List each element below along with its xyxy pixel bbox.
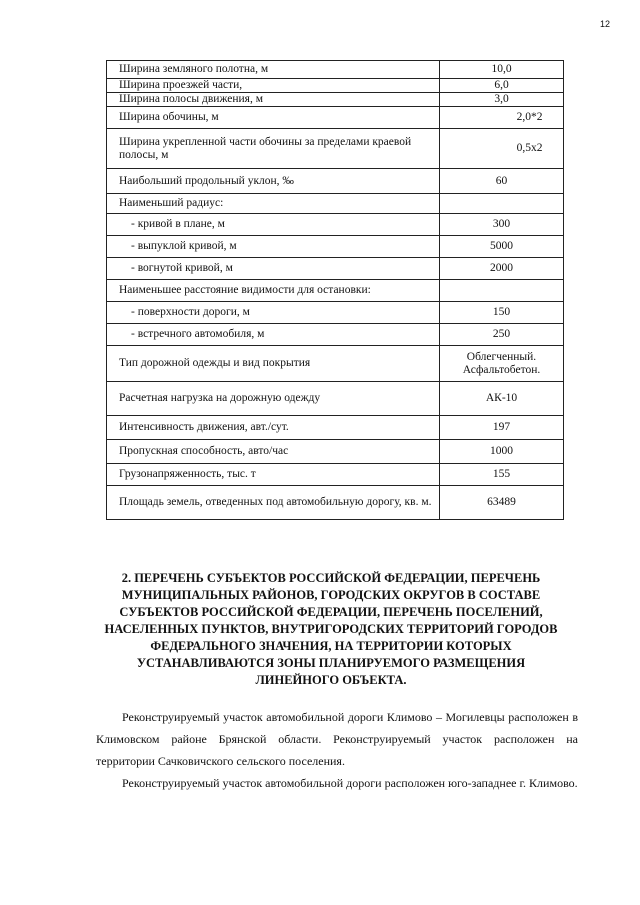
row-value: 5000 xyxy=(440,236,564,258)
row-label: Ширина земляного полотна, м xyxy=(107,61,440,79)
row-value xyxy=(440,194,564,214)
row-value: Облегченный. Асфальтобетон. xyxy=(440,346,564,382)
section-heading: 2. ПЕРЕЧЕНЬ СУБЪЕКТОВ РОССИЙСКОЙ ФЕДЕРАЦИИ, ПЕРЕЧЕНЬ МУНИЦИПАЛЬНЫХ РАЙОНОВ, ГОРОДСКИХ ОКРУГОВ В СОСТАВЕ СУБЪЕКТОВ РОССИЙСКОЙ ФЕДЕРАЦИИ, ПЕРЕЧЕНЬ ПОСЕЛЕНИЙ, НАСЕЛЕННЫХ ПУНКТОВ, ВНУТРИГОРОДСКИХ ТЕРРИТОРИЙ ГОРОДОВ ФЕДЕРАЛЬНОГО ЗНАЧЕНИЯ, НА ТЕРРИТОРИИ КОТОРЫХ УСТАНАВЛИВАЮТСЯ ЗОНЫ ПЛАНИРУЕМОГО РАЗМЕЩЕНИЯ ЛИНЕЙНОГО ОБЪЕКТА. xyxy=(104,571,558,687)
row-label: - вогнутой кривой, м xyxy=(107,258,440,280)
table-row xyxy=(107,486,564,520)
table-row xyxy=(107,214,564,236)
row-value: 10,0 xyxy=(440,61,564,79)
table-row xyxy=(107,129,564,169)
row-label: - выпуклой кривой, м xyxy=(107,236,440,258)
row-label: Наименьшее расстояние видимости для остановки: xyxy=(107,280,440,302)
row-value: 3,0 xyxy=(440,93,564,107)
paragraph: Реконструируемый участок автомобильной дороги Климово – Могилевцы расположен в Климовском районе Брянской области. Реконструируемый участок расположен на территории Сачковичского сельского поселения. xyxy=(96,710,578,768)
row-label: Наибольший продольный уклон, ‰ xyxy=(107,169,440,194)
row-label: - встречного автомобиля, м xyxy=(107,324,440,346)
table-row xyxy=(107,280,564,302)
row-label: Ширина проезжей части, xyxy=(107,79,440,93)
row-value: АК-10 xyxy=(440,382,564,416)
row-value: 60 xyxy=(440,169,564,194)
row-label: Площадь земель, отведенных под автомобильную дорогу, кв. м. xyxy=(107,486,440,520)
table-row xyxy=(107,194,564,214)
row-label: Ширина обочины, м xyxy=(107,107,440,129)
row-value: 6,0 xyxy=(440,79,564,93)
table-row xyxy=(107,440,564,464)
row-label: Ширина укрепленной части обочины за пределами краевой полосы, м xyxy=(107,129,440,169)
row-label: Пропускная способность, авто/час xyxy=(107,440,440,464)
table-row xyxy=(107,346,564,382)
table-row xyxy=(107,79,564,93)
row-label: Тип дорожной одежды и вид покрытия xyxy=(107,346,440,382)
row-value: 197 xyxy=(440,416,564,440)
row-value: 150 xyxy=(440,302,564,324)
row-value: 63489 xyxy=(440,486,564,520)
paragraph: Реконструируемый участок автомобильной дороги расположен юго-западнее г. Климово. xyxy=(122,776,578,790)
row-value: 1000 xyxy=(440,440,564,464)
row-value: 0,5х2 xyxy=(440,129,564,169)
row-value: 250 xyxy=(440,324,564,346)
table-row xyxy=(107,464,564,486)
row-value: 300 xyxy=(440,214,564,236)
table-row xyxy=(107,382,564,416)
table-row xyxy=(107,93,564,107)
row-label: - поверхности дороги, м xyxy=(107,302,440,324)
table-row xyxy=(107,107,564,129)
table-row xyxy=(107,416,564,440)
row-label: Интенсивность движения, авт./сут. xyxy=(107,416,440,440)
table-row xyxy=(107,258,564,280)
table-row xyxy=(107,324,564,346)
row-value: 2,0*2 xyxy=(440,107,564,129)
row-label: - кривой в плане, м xyxy=(107,214,440,236)
table-row xyxy=(107,169,564,194)
row-label: Наименьший радиус: xyxy=(107,194,440,214)
road-parameters-table xyxy=(106,60,564,520)
row-value: 2000 xyxy=(440,258,564,280)
table-row xyxy=(107,302,564,324)
row-label: Расчетная нагрузка на дорожную одежду xyxy=(107,382,440,416)
row-value xyxy=(440,280,564,302)
table-row xyxy=(107,61,564,79)
row-label: Ширина полосы движения, м xyxy=(107,93,440,107)
row-value: 155 xyxy=(440,464,564,486)
row-label: Грузонапряженность, тыс. т xyxy=(107,464,440,486)
page-number: 12 xyxy=(600,19,611,29)
table-row xyxy=(107,236,564,258)
